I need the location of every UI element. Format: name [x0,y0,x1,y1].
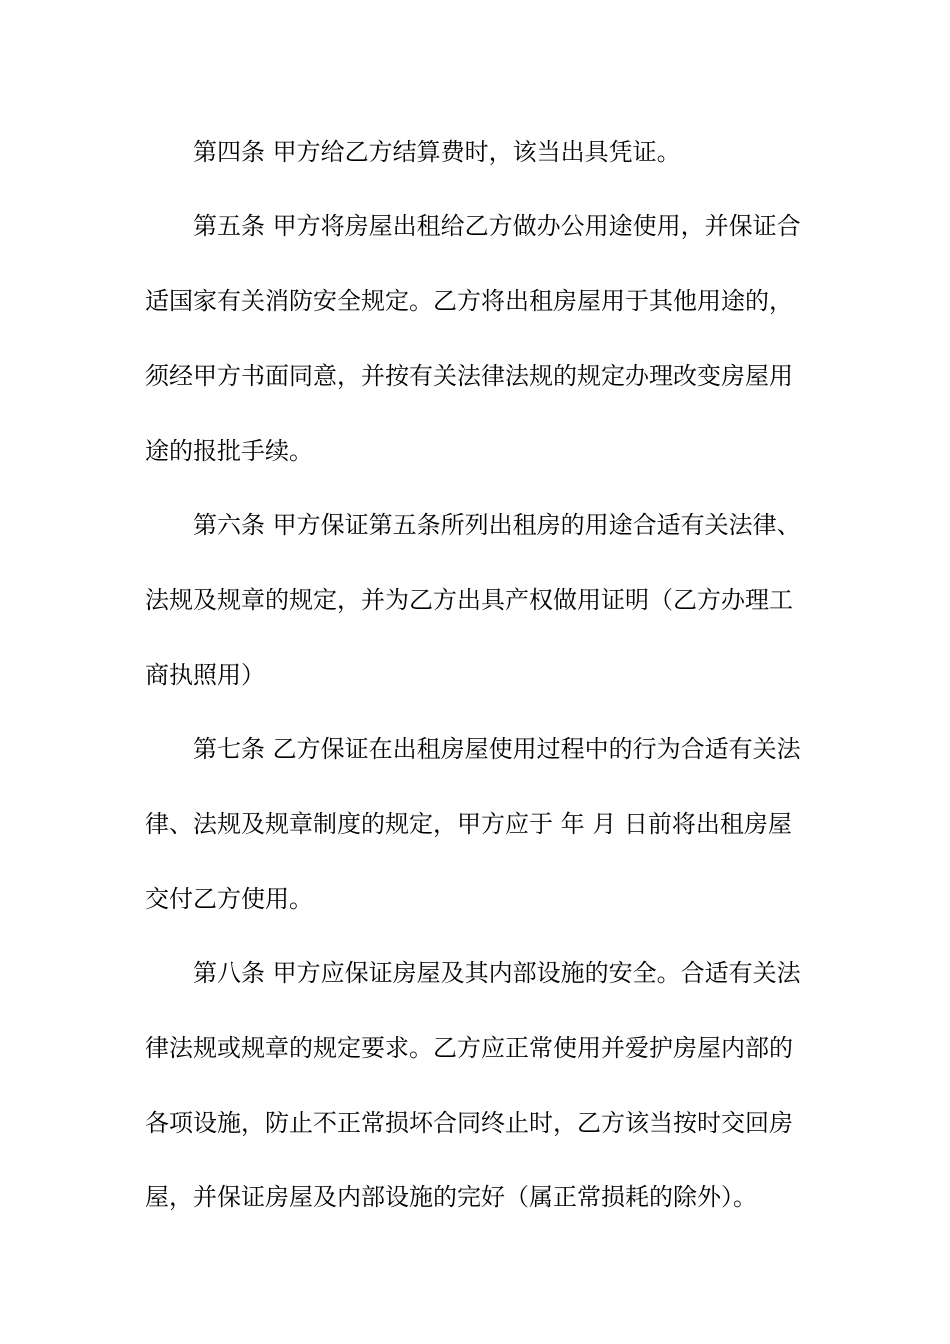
article-5-line-4: 途的报批手续。 [145,437,313,465]
article-5-line-1: 第五条 甲方将房屋出租给乙方做办公用途使用，并保证合 [193,212,801,240]
article-8-line-4: 屋，并保证房屋及内部设施的完好（属正常损耗的除外）。 [145,1183,757,1211]
article-6-line-2: 法规及规章的规定，并为乙方出具产权做用证明（乙方办理工 [145,586,793,614]
article-8-line-3: 各项设施，防止不正常损坏合同终止时，乙方该当按时交回房 [145,1109,793,1137]
article-7-line-3: 交付乙方使用。 [145,885,313,913]
article-5-line-3: 须经甲方书面同意，并按有关法律法规的规定办理改变房屋用 [145,362,793,390]
article-8-line-1: 第八条 甲方应保证房屋及其内部设施的安全。合适有关法 [193,959,801,987]
article-7-line-2: 律、法规及规章制度的规定，甲方应于 年 月 日前将出租房屋 [145,810,792,838]
article-6-line-3: 商执照用） [145,661,265,689]
article-6-line-1: 第六条 甲方保证第五条所列出租房的用途合适有关法律、 [193,511,801,539]
article-4-line-1: 第四条 甲方给乙方结算费时，该当出具凭证。 [193,138,681,166]
article-5-line-2: 适国家有关消防安全规定。乙方将出租房屋用于其他用途的， [145,287,793,315]
article-8-line-2: 律法规或规章的规定要求。乙方应正常使用并爱护房屋内部的 [145,1034,793,1062]
article-7-line-1: 第七条 乙方保证在出租房屋使用过程中的行为合适有关法 [193,735,801,763]
